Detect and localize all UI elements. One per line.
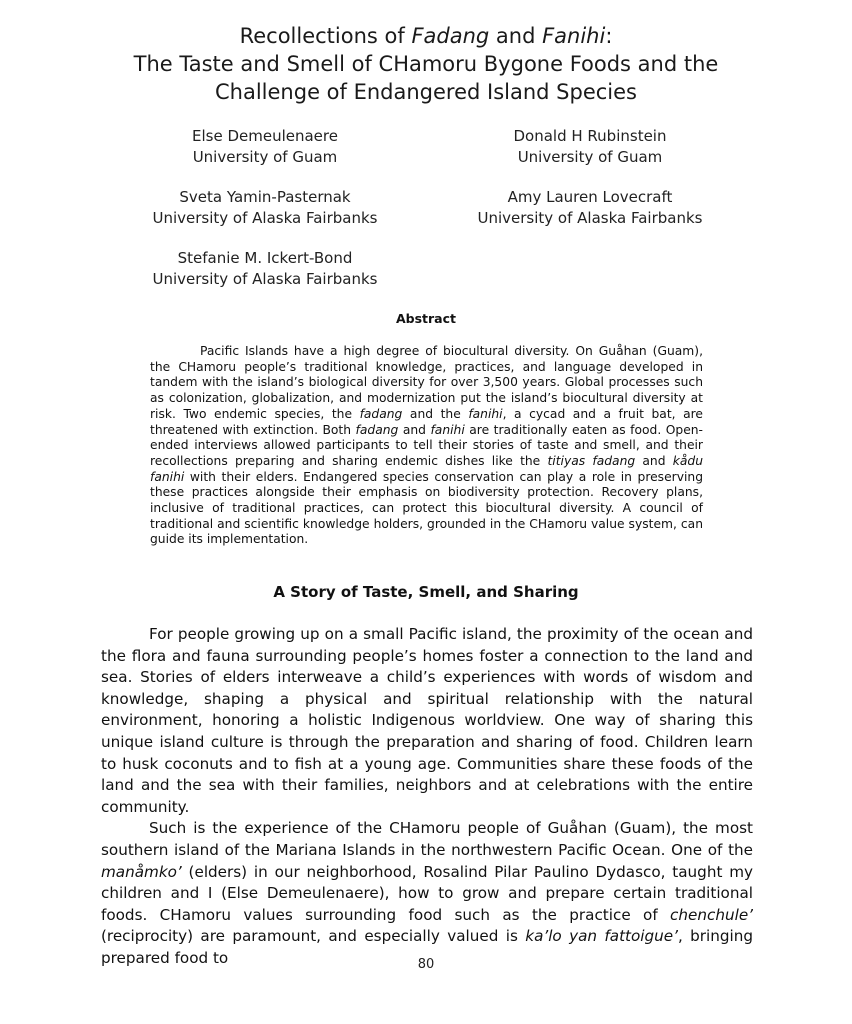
author-affiliation: University of Alaska Fairbanks — [152, 209, 378, 227]
author-name: Stefanie M. Ickert-Bond — [177, 249, 353, 267]
author-block — [130, 248, 400, 290]
title-line-1: Recollections of Fadang and Fanihi: — [239, 24, 613, 48]
author-affiliation: University of Guam — [517, 148, 663, 166]
abstract-heading: Abstract — [395, 311, 457, 326]
page-number: 80 — [417, 957, 435, 972]
title-line-2: The Taste and Smell of CHamoru Bygone Foods and the — [133, 52, 719, 76]
paragraph: Such is the experience of the CHamoru people of Guåhan (Guam), the most southern island of the Mariana Islands in the northwestern Pacific Ocean. One of the manåmko’ (elders) in our neighborhood, Rosalind Pilar Paulino Dydasco, taught my children and I (Else Demeulenaere), how to grow and prepare certain traditional foods. CHamoru values surrounding food such as the practice of chenchule’ (reciprocity) are paramount, and especially valued is ka’lo yan fattoigue’, bringing prepared food to — [101, 819, 754, 967]
section-heading: A Story of Taste, Smell, and Sharing — [273, 583, 579, 601]
author-name: Else Demeulenaere — [192, 127, 338, 145]
abstract-text: Pacific Islands have a high degree of biocultural diversity. On Guåhan (Guam), the CHamoru people’s traditional knowledge, practices, and language developed in tandem with the island’s biological diversity for over 3,500 years. Global processes such as colonization, globalization, and modernization put the island’s biocultural diversity at risk. Two endemic species, the fadang and the fanihi, a cycad and a fruit bat, are threatened with extinction. Both fadang and fanihi are traditionally eaten as food. Open-ended interviews allowed participants to tell their stories of taste and smell, and their recollections preparing and sharing endemic dishes like the titiyas fadang and kådu fanihi with their elders. Endangered species conservation can play a role in preserving these practices alongside their emphasis on biodiversity protection. Recovery plans, inclusive of traditional practices, can protect this biocultural diversity. A council of traditional and scientific knowledge holders, grounded in the CHamoru value system, can guide its implementation. — [150, 344, 703, 547]
author-block — [130, 187, 400, 229]
author-block — [130, 126, 400, 168]
author-name: Amy Lauren Lovecraft — [507, 188, 673, 206]
title-fanihi: Fanihi — [542, 24, 606, 48]
author-name: Sveta Yamin-Pasternak — [179, 188, 351, 206]
author-affiliation: University of Alaska Fairbanks — [152, 270, 378, 288]
author-affiliation: University of Alaska Fairbanks — [477, 209, 703, 227]
paragraph: For people growing up on a small Pacific island, the proximity of the ocean and the flora and fauna surrounding people’s homes foster a connection to the land and sea. Stories of elders interweave a child’s experiences with words of wisdom and knowledge, shaping a physical and spiritual relationship with the natural environment, honoring a holistic Indigenous worldview. One way of sharing this unique island culture is through the preparation and sharing of food. Children learn to husk coconuts and to fish at a young age. Communities share these foods of the land and the sea with their families, neighbors and at celebrations with the entire community. — [101, 625, 753, 816]
paper-title — [60, 22, 792, 106]
title-line-3: Challenge of Endangered Island Species — [215, 80, 637, 104]
author-name: Donald H Rubinstein — [513, 127, 667, 145]
author-block — [452, 126, 728, 168]
body-text — [101, 624, 753, 970]
title-fadang: Fadang — [411, 24, 490, 48]
author-affiliation: University of Guam — [192, 148, 338, 166]
author-block — [452, 187, 728, 229]
